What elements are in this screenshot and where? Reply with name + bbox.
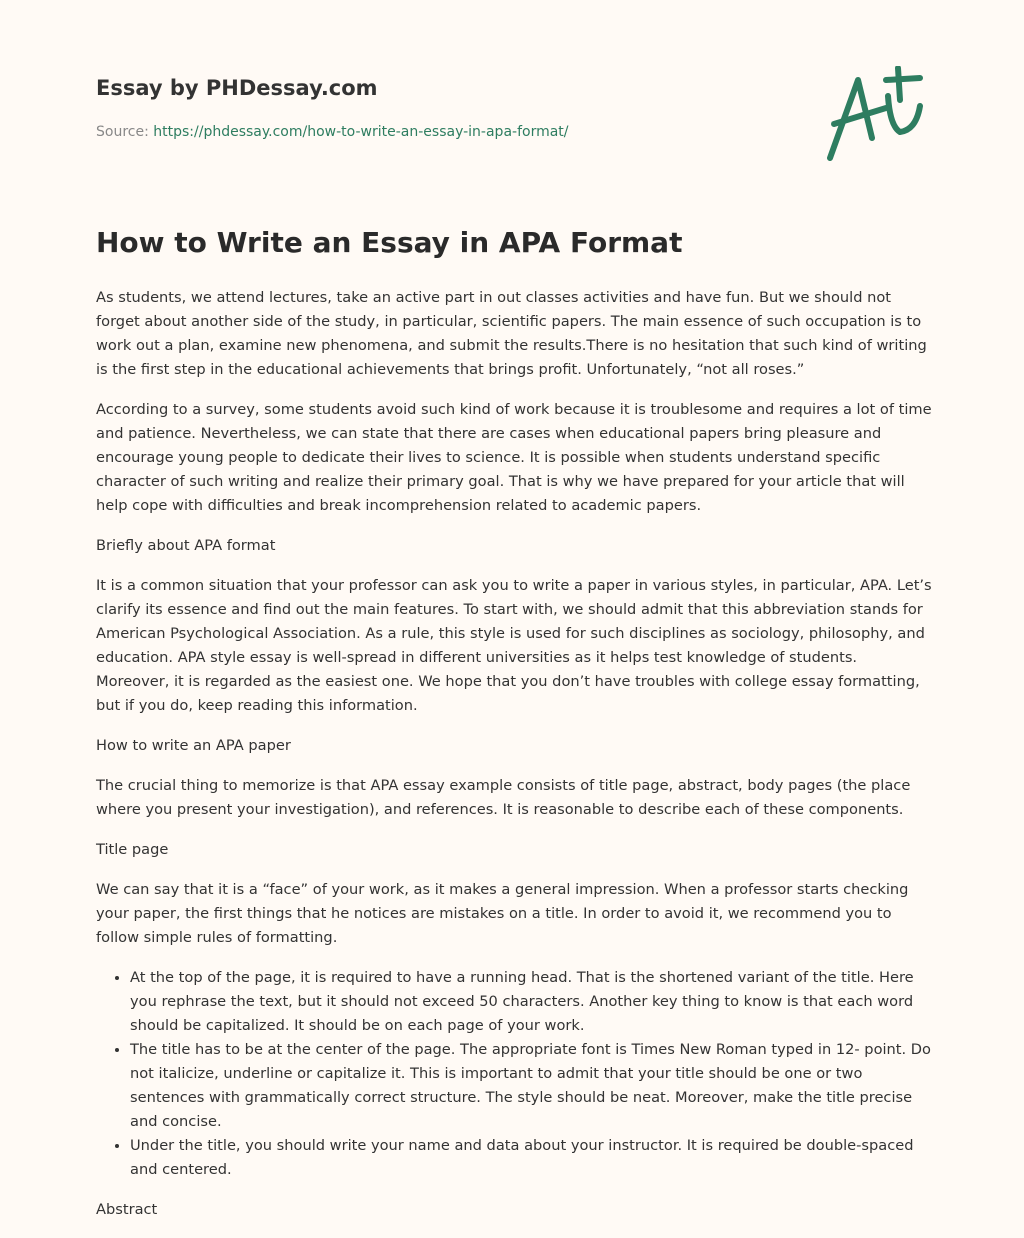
section-heading: How to write an APA paper	[96, 737, 291, 754]
essay-content	[96, 286, 932, 1238]
source-label: Source:	[96, 124, 154, 140]
source-line	[96, 124, 569, 140]
list-item: • At the top of the page, it is required to have a running head. That is the shortened variant of the title. Here you rephrase the text, but it should not exceed 50 characters. Another key thing to know is that each word should be capitalized. It should be on each page of your work.	[130, 966, 932, 1038]
bullet-list	[96, 966, 932, 1182]
paragraph: It is a common situation that your professor can ask you to write a paper in various styles, in particular, APA. Let’s clarify its essence and find out the main features. To start with, we should admit that this abbreviation stands for American Psychological Association. As a rule, this style is used for such disciplines as sociology, philosophy, and education. APA style essay is well-spread in different universities as it helps test knowledge of students. Moreover, it is regarded as the easiest one. We hope that you don’t have troubles with college essay formatting, but if you do, keep reading this information.	[96, 577, 932, 714]
section-heading: Title page	[96, 841, 169, 858]
page-title: How to Write an Essay in APA Format	[96, 226, 683, 259]
paragraph: As students, we attend lectures, take an active part in out classes activities and have fun. But we should not forget about another side of the study, in particular, scientific papers. The main essence of such occupation is to work out a plan, examine new phenomena, and submit the results.There is no hesitation that such kind of writing is the first step in the educational achievements that brings profit. Unfortunately, “not all roses.”	[96, 289, 927, 378]
paragraph: We can say that it is a “face” of your work, as it makes a general impression. When a professor starts checking your paper, the first things that he notices are mistakes on a title. In order to avoid it, we recommend you to follow simple rules of formatting.	[96, 881, 909, 946]
list-item: • Under the title, you should write your name and data about your instructor. It is required be double-spaced and centered.	[130, 1134, 932, 1182]
section-heading: Briefly about APA format	[96, 537, 276, 554]
paragraph: According to a survey, some students avoid such kind of work because it is troublesome and requires a lot of time and patience. Nevertheless, we can state that there are cases when educational papers bring pleasure and encourage young people to dedicate their lives to science. It is possible when students understand specific character of such writing and realize their primary goal. That is why we have prepared for your article that will help cope with difficulties and break incomprehension related to academic papers.	[96, 401, 932, 514]
paragraph: The crucial thing to memorize is that APA essay example consists of title page, abstract, body pages (the place where you present your investigation), and references. It is reasonable to describe each of these components.	[96, 777, 911, 818]
list-item: • The title has to be at the center of the page. The appropriate font is Times New Roman typed in 12- point. Do not italicize, underline or capitalize it. This is important to admit that your title should be one or two sentences with grammatically correct structure. The style should be neat. Moreover, make the title precise and concise.	[130, 1038, 932, 1134]
brand-title: Essay by PHDessay.com	[96, 76, 378, 100]
a-plus-logo-icon	[820, 66, 930, 166]
section-heading: Abstract	[96, 1201, 158, 1218]
source-link[interactable]: https://phdessay.com/how-to-write-an-essay-in-apa-format/	[153, 124, 569, 140]
